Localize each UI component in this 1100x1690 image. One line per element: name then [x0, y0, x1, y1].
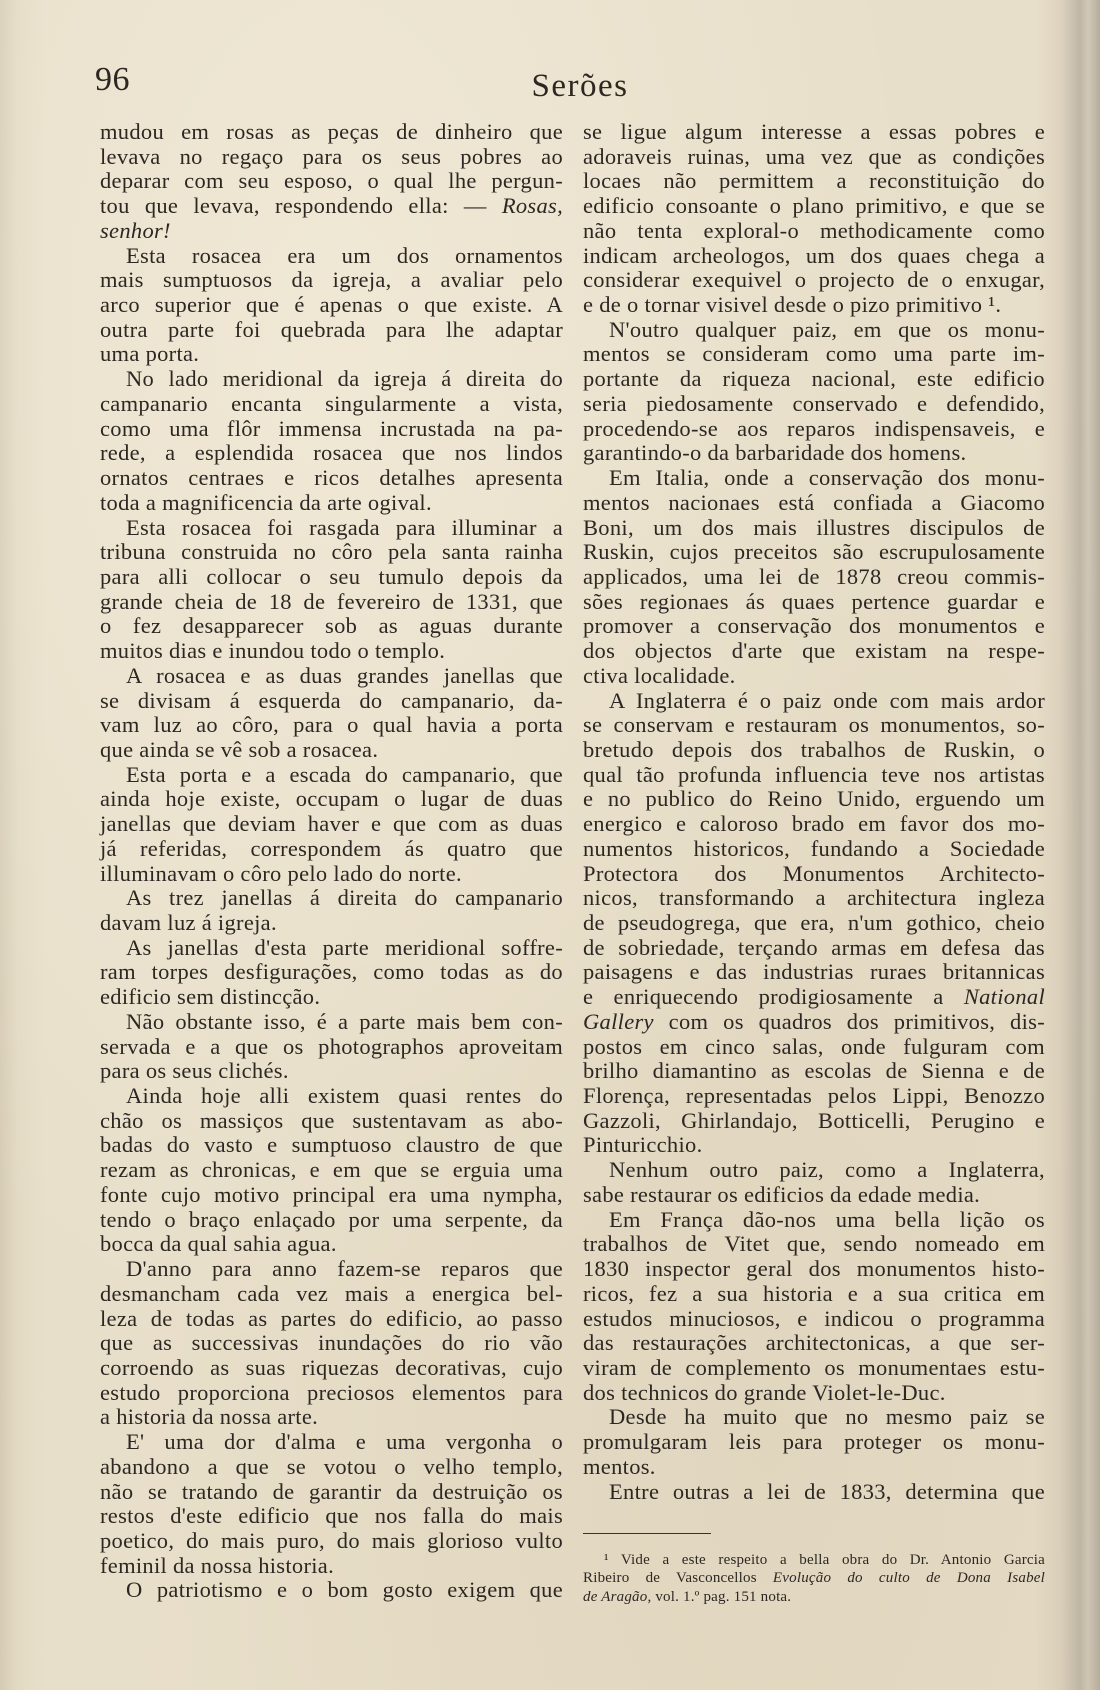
text-line: Pinturicchio. [583, 1132, 703, 1158]
text-line: A Inglaterra é o paiz onde com mais ardor [609, 687, 1045, 713]
italic-text: de Aragão [583, 1588, 648, 1605]
text-line: No lado meridional da igreja á direita do [126, 366, 563, 392]
text-line: uma porta. [100, 341, 200, 367]
text-line: edificio consoante o plano primitivo, e que se [583, 193, 1045, 219]
text-line: As janellas d'esta parte meridional soffre- [126, 934, 563, 960]
text-line [583, 985, 1045, 1010]
text-line [100, 219, 563, 244]
italic-text: National [963, 984, 1045, 1010]
paragraph [100, 367, 563, 515]
text-line: não tenta exploral-o methodicamente como [583, 217, 1045, 243]
running-title: Serões [531, 68, 629, 104]
text-line: qual tão profunda influencia teve nos artistas [583, 761, 1045, 787]
text-line: mudou em rosas as peças de dinheiro que [100, 119, 563, 144]
text-line: chão os massiços que sustentavam as abo- [100, 1107, 563, 1133]
paragraph [100, 936, 563, 1010]
paragraph [583, 1480, 1045, 1505]
text-line: rede, a esplendida rosacea que nos lindos [100, 440, 563, 466]
text-line: Esta rosacea era um dos ornamentos [126, 242, 563, 268]
page-number: 96 [95, 61, 130, 98]
text-line: para os seus clichés. [100, 1058, 289, 1084]
text-line: 1830 inspector geral dos monumentos histo- [583, 1256, 1045, 1282]
text-line: Ruskin, cujos preceitos são escrupulosamente [583, 539, 1045, 565]
italic-text: Evolução do culto de Dona Isabel [772, 1570, 1045, 1587]
text-line: badas do vasto e sumptuoso claustro de que [100, 1132, 563, 1158]
paragraph [583, 120, 1045, 318]
paragraph [100, 763, 563, 887]
text-line: como uma flôr immensa incrustada na pa- [100, 415, 563, 441]
text-line: E' uma dor d'alma e uma vergonha o [126, 1429, 563, 1455]
text-line: feminil da nossa historia. [100, 1552, 335, 1578]
text-line: brilho diamantino as escolas de Sienna e de [583, 1058, 1045, 1084]
text-line: Ainda hoje alli existem quasi rentes do [126, 1083, 563, 1109]
text-line: Boni, um dos mais illustres discipulos de [583, 514, 1045, 540]
paragraph [100, 244, 563, 368]
text-line: procedendo-se aos reparos indispensaveis, e [583, 415, 1045, 441]
text-line: grande cheia de 18 de fevereiro de 1331, que [100, 588, 563, 614]
text-line: corroendo as suas riquezas decorativas, cujo [100, 1354, 563, 1380]
text-line: mentos se consideram como uma parte im- [583, 341, 1045, 367]
text-line: tendo o braço enlaçado por uma serpente, da [100, 1206, 563, 1232]
text-line: fonte cujo motivo principal era uma nympha, [100, 1181, 563, 1207]
paragraph [100, 120, 563, 244]
text-line: N'outro qualquer paiz, em que os monu- [609, 316, 1045, 342]
paragraph [100, 1084, 563, 1257]
footnote-line: ¹ Vide a este respeito a bella obra do Dr. Antonio Garcia [604, 1552, 1045, 1568]
italic-text: Rosas, [501, 193, 563, 219]
text-line: Em França dão-nos uma bella lição os [609, 1206, 1045, 1232]
text-line: leza de todas as partes do edificio, ao passo [100, 1305, 563, 1331]
text-line: D'anno para anno fazem-se reparos que [126, 1256, 563, 1282]
text-line: Esta rosacea foi rasgada para illuminar a [126, 514, 563, 540]
text-line: que as successivas inundações do rio vão [100, 1330, 563, 1356]
text-line: campanario encanta singularmente a vista, [100, 390, 563, 416]
text-line: portante da riqueza nacional, este edificio [583, 366, 1045, 392]
text-line: Nenhum outro paiz, como a Inglaterra, [609, 1157, 1045, 1183]
text-line: Gazzoli, Ghirlandajo, Botticelli, Perugino e [583, 1107, 1045, 1133]
paragraph [583, 466, 1045, 688]
text-line: Esta porta e a escada do campanario, que [126, 761, 563, 787]
paragraph [100, 1257, 563, 1430]
text-line [100, 194, 563, 219]
text-line: e de o tornar visivel desde o pizo primitivo ¹. [583, 292, 1002, 318]
text-line: já referidas, correspondem ás quatro que [100, 835, 563, 861]
text-line: indicam archeologos, um dos quaes chega a [583, 242, 1045, 268]
text-line: mentos. [583, 1453, 656, 1479]
text-line: bocca da qual sahia agua. [100, 1231, 337, 1257]
paragraph [100, 886, 563, 935]
paragraph [583, 1158, 1045, 1207]
text-segment: , vol. 1.º pag. 151 nota. [647, 1588, 792, 1605]
text-line: ainda hoje existe, occupam o lugar de duas [100, 786, 563, 812]
text-line: davam luz á igreja. [100, 910, 277, 935]
text-line: janellas que deviam haver e que com as duas [100, 811, 563, 837]
text-line: rezam as chronicas, e em que se erguia uma [100, 1157, 563, 1183]
text-line: a historia da nossa arte. [100, 1404, 319, 1430]
text-line: A rosacea e as duas grandes janellas que [126, 662, 563, 688]
text-line: paisagens e das industrias ruraes britannicas [583, 959, 1045, 985]
text-line: mentos nacionaes está confiada a Giacomo [583, 489, 1045, 515]
text-line: desmancham cada vez mais a energica bel- [100, 1280, 563, 1306]
text-line: dos objectos d'arte que existam na respe- [583, 638, 1045, 664]
text-line: sabe restaurar os edificios da edade media. [583, 1181, 981, 1207]
text-line: considerar exequivel o projecto de o enxugar, [583, 267, 1045, 293]
text-line: vam luz ao côro, para o qual havia a porta [100, 712, 563, 738]
paragraph [100, 516, 563, 664]
text-segment: tou que levava, respondendo ella: — [100, 193, 502, 219]
text-line: sões regionaes ás quaes pertence guardar e [583, 588, 1045, 614]
text-line: poetico, do mais puro, do mais glorioso vulto [100, 1527, 563, 1553]
text-line: As trez janellas á direita do campanario [126, 885, 563, 911]
text-line: muitos dias e inundou todo o templo. [100, 638, 446, 664]
text-line: Florença, representadas pelos Lippi, Benozzo [583, 1083, 1045, 1109]
text-line: das restaurações architectonicas, a que ser- [583, 1330, 1045, 1356]
text-line: viram de complemento os monumentaes estu- [583, 1354, 1045, 1380]
text-line: Protectora dos Monumentos Architecto- [583, 860, 1045, 886]
text-line: o fez desapparecer sob as aguas durante [100, 613, 563, 639]
text-line: não se tratando de garantir da destruição os [100, 1478, 563, 1504]
text-line: locaes não permittem a reconstituição do [583, 168, 1045, 194]
text-line: se conservam e restauram os monumentos, so- [583, 712, 1045, 738]
text-line: e no publico do Reino Unido, erguendo um [583, 786, 1045, 812]
text-line: dos technicos do grande Violet-le-Duc. [583, 1379, 946, 1405]
italic-text: senhor! [100, 217, 171, 243]
text-line: ornatos centraes e ricos detalhes apresenta [100, 465, 563, 491]
text-line: estudos minuciosos, e indicou o programma [583, 1305, 1045, 1331]
text-line: ricos, fez a sua historia e a sua critica em [583, 1280, 1045, 1306]
text-line: Não obstante isso, é a parte mais bem con- [126, 1008, 563, 1034]
footnote-rule [583, 1533, 711, 1534]
text-line: abandono a que se votou o velho templo, [100, 1453, 563, 1479]
paragraph [100, 664, 563, 763]
text-line: mais sumptuosos da igreja, a avaliar pelo [100, 267, 563, 293]
text-line: se ligue algum interesse a essas pobres e [583, 119, 1045, 144]
paragraph [100, 1578, 563, 1603]
right-column [583, 120, 1045, 1504]
text-line: Entre outras a lei de 1833, determina que [609, 1478, 1045, 1504]
paragraph [100, 1430, 563, 1578]
text-line: promover a conservação dos monumentos e [583, 613, 1045, 639]
text-segment: com os quadros dos primitivos, dis- [653, 1008, 1045, 1034]
italic-text: Gallery [583, 1008, 654, 1034]
text-line: energico e caloroso brado em favor dos mo- [583, 811, 1045, 837]
text-line: garantindo-o da barbaridade dos homens. [583, 440, 967, 466]
text-line: O patriotismo e o bom gosto exigem que [126, 1577, 563, 1603]
text-line [583, 1010, 1045, 1035]
left-column [100, 120, 563, 1603]
paragraph [583, 318, 1045, 466]
text-line: servada e a que os photographos aproveitam [100, 1033, 563, 1059]
text-line: se divisam á esquerda do campanario, da- [100, 687, 563, 713]
text-line: bretudo depois dos trabalhos de Ruskin, o [583, 736, 1045, 762]
footnote-line [583, 1588, 1045, 1606]
text-line: que ainda se vê sob a rosacea. [100, 736, 379, 762]
text-line: adoraveis ruinas, uma vez que as condições [583, 143, 1045, 169]
text-line: estudo proporciona preciosos elementos para [100, 1379, 563, 1405]
text-line: ctiva localidade. [583, 662, 736, 688]
text-line: edificio sem distincção. [100, 984, 321, 1010]
text-line: applicados, uma lei de 1878 creou commis- [583, 563, 1045, 589]
text-line: Desde ha muito que no mesmo paiz se [609, 1404, 1045, 1430]
footnote [583, 1551, 1045, 1606]
footnote-line [583, 1569, 1045, 1587]
text-line: trabalhos de Vitet que, sendo nomeado em [583, 1231, 1045, 1257]
text-line: ram torpes desfigurações, como todas as do [100, 959, 563, 985]
text-line: restos d'este edificio que nos falla do mais [100, 1503, 563, 1529]
text-line: seria piedosamente conservado e defendido, [583, 390, 1045, 416]
paragraph [100, 1010, 563, 1084]
text-line: toda a magnificencia da arte ogival. [100, 489, 432, 515]
text-line: outra parte foi quebrada para lhe adaptar [100, 316, 563, 342]
text-line: para alli collocar o seu tumulo depois da [100, 563, 563, 589]
text-line: de pseudogrega, que era, n'um gothico, cheio [583, 910, 1045, 935]
text-line: Em Italia, onde a conservação dos monu- [609, 465, 1045, 491]
text-line: numentos historicos, fundando a Sociedade [583, 835, 1045, 861]
text-line: illuminavam o côro pelo lado do norte. [100, 860, 462, 886]
text-line: nicos, transformando a architectura ingleza [583, 885, 1045, 911]
text-segment: e enriquecendo prodigiosamente a [583, 984, 964, 1010]
text-line: tribuna construida no côro pela santa rainha [100, 539, 563, 565]
text-line: de sobriedade, terçando armas em defesa das [583, 934, 1045, 960]
text-line: deparar com seu esposo, o qual lhe pergun- [100, 168, 563, 194]
text-line: levava no regaço para os seus pobres ao [100, 143, 563, 169]
text-line: promulgaram leis para proteger os monu- [583, 1429, 1045, 1455]
paragraph [583, 1208, 1045, 1406]
text-line: postos em cinco salas, onde fulguram com [583, 1033, 1045, 1059]
text-line: arco superior que é apenas o que existe. A [100, 292, 563, 318]
text-segment: Ribeiro de Vasconcellos [583, 1570, 773, 1587]
paragraph [583, 1405, 1045, 1479]
paragraph [583, 689, 1045, 1159]
